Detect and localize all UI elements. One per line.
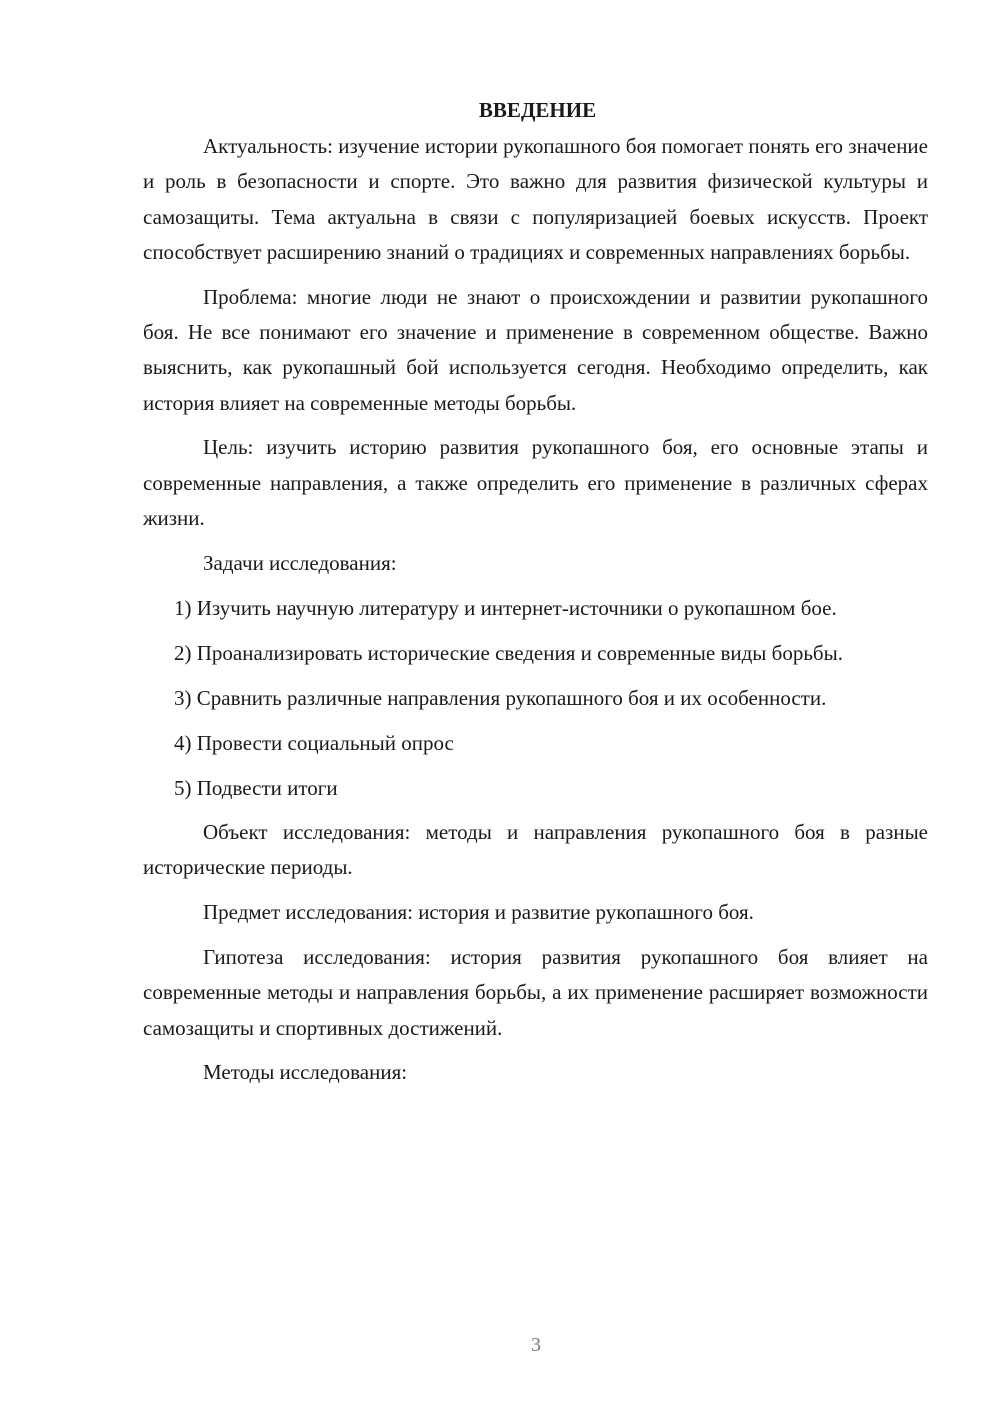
object-paragraph: Объект исследования: методы и направления рукопашного боя в разные исторические периоды. — [143, 820, 928, 880]
page-number: 3 — [531, 1334, 541, 1356]
methods-title: Методы исследования: — [203, 1060, 408, 1085]
document-page — [143, 92, 928, 1100]
tasks-title: Задачи исследования: — [203, 550, 397, 575]
relevance-paragraph: Актуальность: изучение истории рукопашного боя помогает понять его значение и роль в безопасности и спорте. Это важно для развития физической культуры и самозащиты. Тема актуальна в связи с популяризацией боевых искусств. Проект способствует расширению знаний о традициях и современных направлениях борьбы. — [143, 134, 928, 264]
problem-paragraph: Проблема: многие люди не знают о происхождении и развитии рукопашного боя. Не все понимают его значение и применение в современном обществе. Важно выяснить, как рукопашный бой используется сегодня. Необходимо определить, как история влияет на современные методы борьбы. — [143, 284, 928, 415]
task-item-5: 5) Подвести итоги — [174, 775, 338, 800]
goal-paragraph: Цель: изучить историю развития рукопашного боя, его основные этапы и современные направления, а также определить его применение в различных сферах жизни. — [143, 435, 928, 530]
task-item-2: 2) Проанализировать исторические сведения и современные виды борьбы. — [174, 640, 843, 665]
task-item-1: 1) Изучить научную литературу и интернет-источники о рукопашном бое. — [174, 595, 837, 620]
hypothesis-paragraph: Гипотеза исследования: история развития рукопашного боя влияет на современные методы и направления борьбы, а их применение расширяет возможности самозащиты и спортивных достижений. — [143, 944, 928, 1040]
task-item-3: 3) Сравнить различные направления рукопашного боя и их особенности. — [174, 686, 827, 711]
task-item-4: 4) Провести социальный опрос — [174, 731, 454, 756]
section-heading: ВВЕДЕНИЕ — [478, 98, 597, 122]
subject-paragraph: Предмет исследования: история и развитие рукопашного боя. — [203, 900, 754, 925]
